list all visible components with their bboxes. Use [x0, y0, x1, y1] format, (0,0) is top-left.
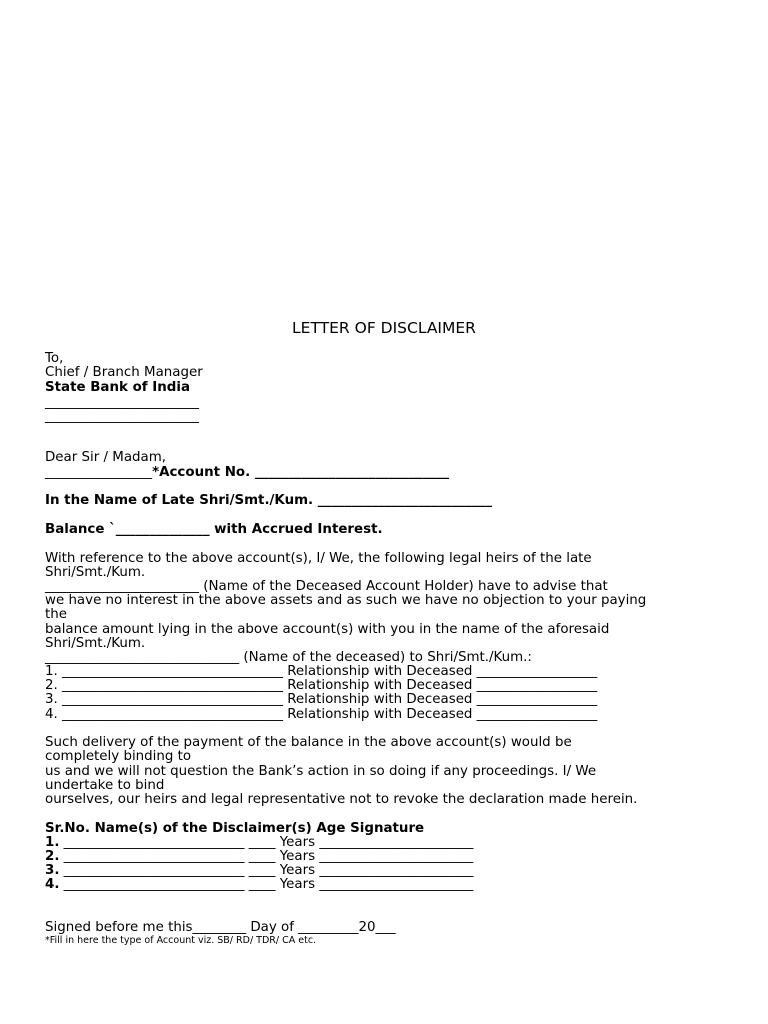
account-line — [45, 465, 449, 480]
balance-line: Balance `______________ with Accrued Interest. — [45, 522, 383, 537]
disclaimer-row — [45, 877, 473, 892]
heir-row: 4. _________________________________ Relationship with Deceased __________________ — [45, 707, 598, 722]
address-blank-2: _______________________ — [45, 409, 199, 424]
disclaimer-row-fields: ___________________________ ____ Years _______________________ — [59, 849, 474, 864]
reference-line: we have no interest in the above assets and as such we have no objection to your paying — [45, 593, 647, 608]
deceased-name-line: In the Name of Late Shri/Smt./Kum. __________________________ — [45, 493, 492, 508]
disclaimer-row-number: 4. — [45, 877, 60, 892]
disclaimer-row-fields: ___________________________ ____ Years _______________________ — [59, 877, 474, 892]
heir-row: 2. _________________________________ Relationship with Deceased __________________ — [45, 678, 598, 693]
delivery-line: undertake to bind — [45, 778, 165, 793]
disclaimer-row — [45, 863, 473, 878]
heir-row: 3. _________________________________ Relationship with Deceased __________________ — [45, 692, 598, 707]
heir-row: 1. _________________________________ Relationship with Deceased __________________ — [45, 664, 598, 679]
footnote: *Fill in here the type of Account viz. SB/ RD/ TDR/ CA etc. — [45, 935, 317, 946]
reference-line: the — [45, 607, 67, 622]
disclaimer-row — [45, 835, 473, 850]
disclaimer-row — [45, 849, 473, 864]
disclaimer-row-number: 2. — [45, 849, 60, 864]
document-title: LETTER OF DISCLAIMER — [292, 319, 476, 337]
disclaimer-row-number: 3. — [45, 863, 60, 878]
reference-line: _____________________________ (Name of the deceased) to Shri/Smt./Kum.: — [45, 650, 532, 665]
delivery-line: ourselves, our heirs and legal representative not to revoke the declaration made herein. — [45, 792, 638, 807]
reference-line: With reference to the above account(s), I/ We, the following legal heirs of the late — [45, 551, 592, 566]
reference-line: _______________________ (Name of the Deceased Account Holder) have to advise that — [45, 579, 608, 594]
reference-line: Shri/Smt./Kum. — [45, 565, 146, 580]
address-recipient: Chief / Branch Manager — [45, 365, 203, 380]
address-blank-1: _______________________ — [45, 395, 199, 410]
account-prefix-blank: ________________ — [45, 465, 153, 480]
disclaimer-row-fields: ___________________________ ____ Years _______________________ — [59, 835, 474, 850]
disclaimer-table-header: Sr.No. Name(s) of the Disclaimer(s) Age Signature — [45, 821, 425, 836]
delivery-line: completely binding to — [45, 749, 192, 764]
address-bank: State Bank of India — [45, 380, 190, 395]
address-to: To, — [45, 351, 64, 366]
reference-line: balance amount lying in the above account(s) with you in the name of the aforesaid — [45, 622, 610, 637]
salutation: Dear Sir / Madam, — [45, 450, 167, 465]
disclaimer-row-number: 1. — [45, 835, 60, 850]
signed-before-line: Signed before me this________ Day of _________20___ — [45, 920, 396, 935]
delivery-line: us and we will not question the Bank’s action in so doing if any proceedings. I/ We — [45, 764, 597, 779]
account-number-label: *Account No. _____________________________ — [152, 465, 450, 480]
delivery-line: Such delivery of the payment of the balance in the above account(s) would be — [45, 735, 572, 750]
reference-line: Shri/Smt./Kum. — [45, 636, 146, 651]
disclaimer-row-fields: ___________________________ ____ Years _______________________ — [59, 863, 474, 878]
